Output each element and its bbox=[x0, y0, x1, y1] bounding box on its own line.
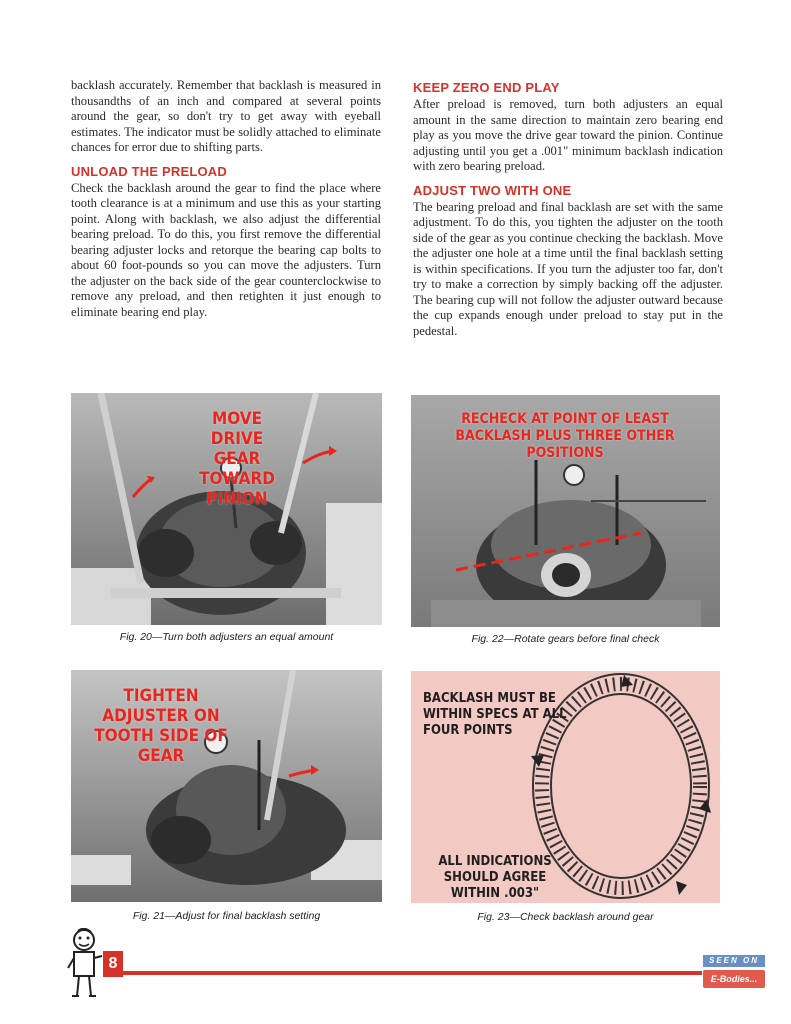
fig20-caption: Fig. 20—Turn both adjusters an equal amount bbox=[119, 631, 334, 643]
fig21-caption: Fig. 21—Adjust for final backlash setting bbox=[132, 910, 321, 922]
heading-unload-the-preload: UNLOAD THE PRELOAD bbox=[71, 163, 227, 179]
watermark-bottom-text: E-Bodies... bbox=[703, 970, 765, 988]
right-column bbox=[413, 78, 723, 339]
heading-adjust-two-with-one: ADJUST TWO WITH ONE bbox=[413, 182, 572, 198]
fig21-label: TIGHTEN ADJUSTER ON TOOTH SIDE OF GEAR bbox=[94, 686, 228, 766]
adjust-two-with-one-paragraph: The bearing preload and final backlash are set with the same adjustment. To do this, you tighten the adjuster on the tooth side of the gear as you continue checking the backlash. Move the adjuster one hole at a time until the final backlash setting is within specifications. If you turn the adjuster too far, don't try to make a correction by simply backing off the adjuster. The bearing cup will not follow the adjuster outward because the cup expands enough under preload to stay put in the pedestal. bbox=[413, 199, 723, 338]
fig21-photo bbox=[71, 670, 382, 902]
heading-keep-zero-end-play: KEEP ZERO END PLAY bbox=[413, 80, 560, 95]
footer-divider bbox=[122, 971, 702, 975]
left-column bbox=[71, 78, 381, 320]
fig20-label: MOVE DRIVE GEAR TOWARD PINION bbox=[199, 409, 275, 509]
intro-paragraph: backlash accurately. Remember that backlash is measured in thousandths of an inch and compared at several points around the gear, so don't try to get away with eyeball estimates. The indicator must be solidly attached to eliminate chances for error due to shifting parts. bbox=[71, 78, 381, 154]
fig22-caption: Fig. 22—Rotate gears before final check bbox=[471, 633, 660, 645]
fig23-label-top: BACKLASH MUST BE WITHIN SPECS AT ALL FOUR POINTS bbox=[423, 691, 567, 738]
fig23-caption: Fig. 23—Check backlash around gear bbox=[477, 911, 654, 923]
watermark-top-text: SEEN ON bbox=[703, 955, 765, 967]
page-number: 8 bbox=[103, 951, 123, 977]
mascot-figure-icon bbox=[66, 928, 106, 1000]
fig22-photo bbox=[411, 395, 720, 627]
fig20-photo bbox=[71, 393, 382, 625]
fig23-diagram bbox=[411, 671, 720, 903]
fig22-label: RECHECK AT POINT OF LEAST BACKLASH PLUS THREE OTHER POSITIONS bbox=[455, 411, 675, 461]
unload-preload-paragraph: Check the backlash around the gear to find the place where tooth clearance is at a minimum and use this as your starting point. Along with backlash, we also adjust the differential bearing preload. To do this, you first remove the differential bearing adjuster locks and retorque the bearing cap bolts to about 60 foot-pounds so you can move the adjusters. Turn the adjuster on the back side of the gear counterclockwise to remove any preload, and then retighten it just enough to eliminate bearing end play. bbox=[71, 180, 381, 319]
watermark-logo bbox=[703, 955, 765, 997]
fig23-label-bottom: ALL INDICATIONS SHOULD AGREE WITHIN .003" bbox=[438, 854, 552, 901]
keep-zero-end-play-paragraph: After preload is removed, turn both adjusters an equal amount in the same direction to maintain zero bearing end play as you move the drive gear toward the pinion. Continue adjusting until you get a .001" minimum backlash indication with zero bearing preload. bbox=[413, 97, 723, 173]
